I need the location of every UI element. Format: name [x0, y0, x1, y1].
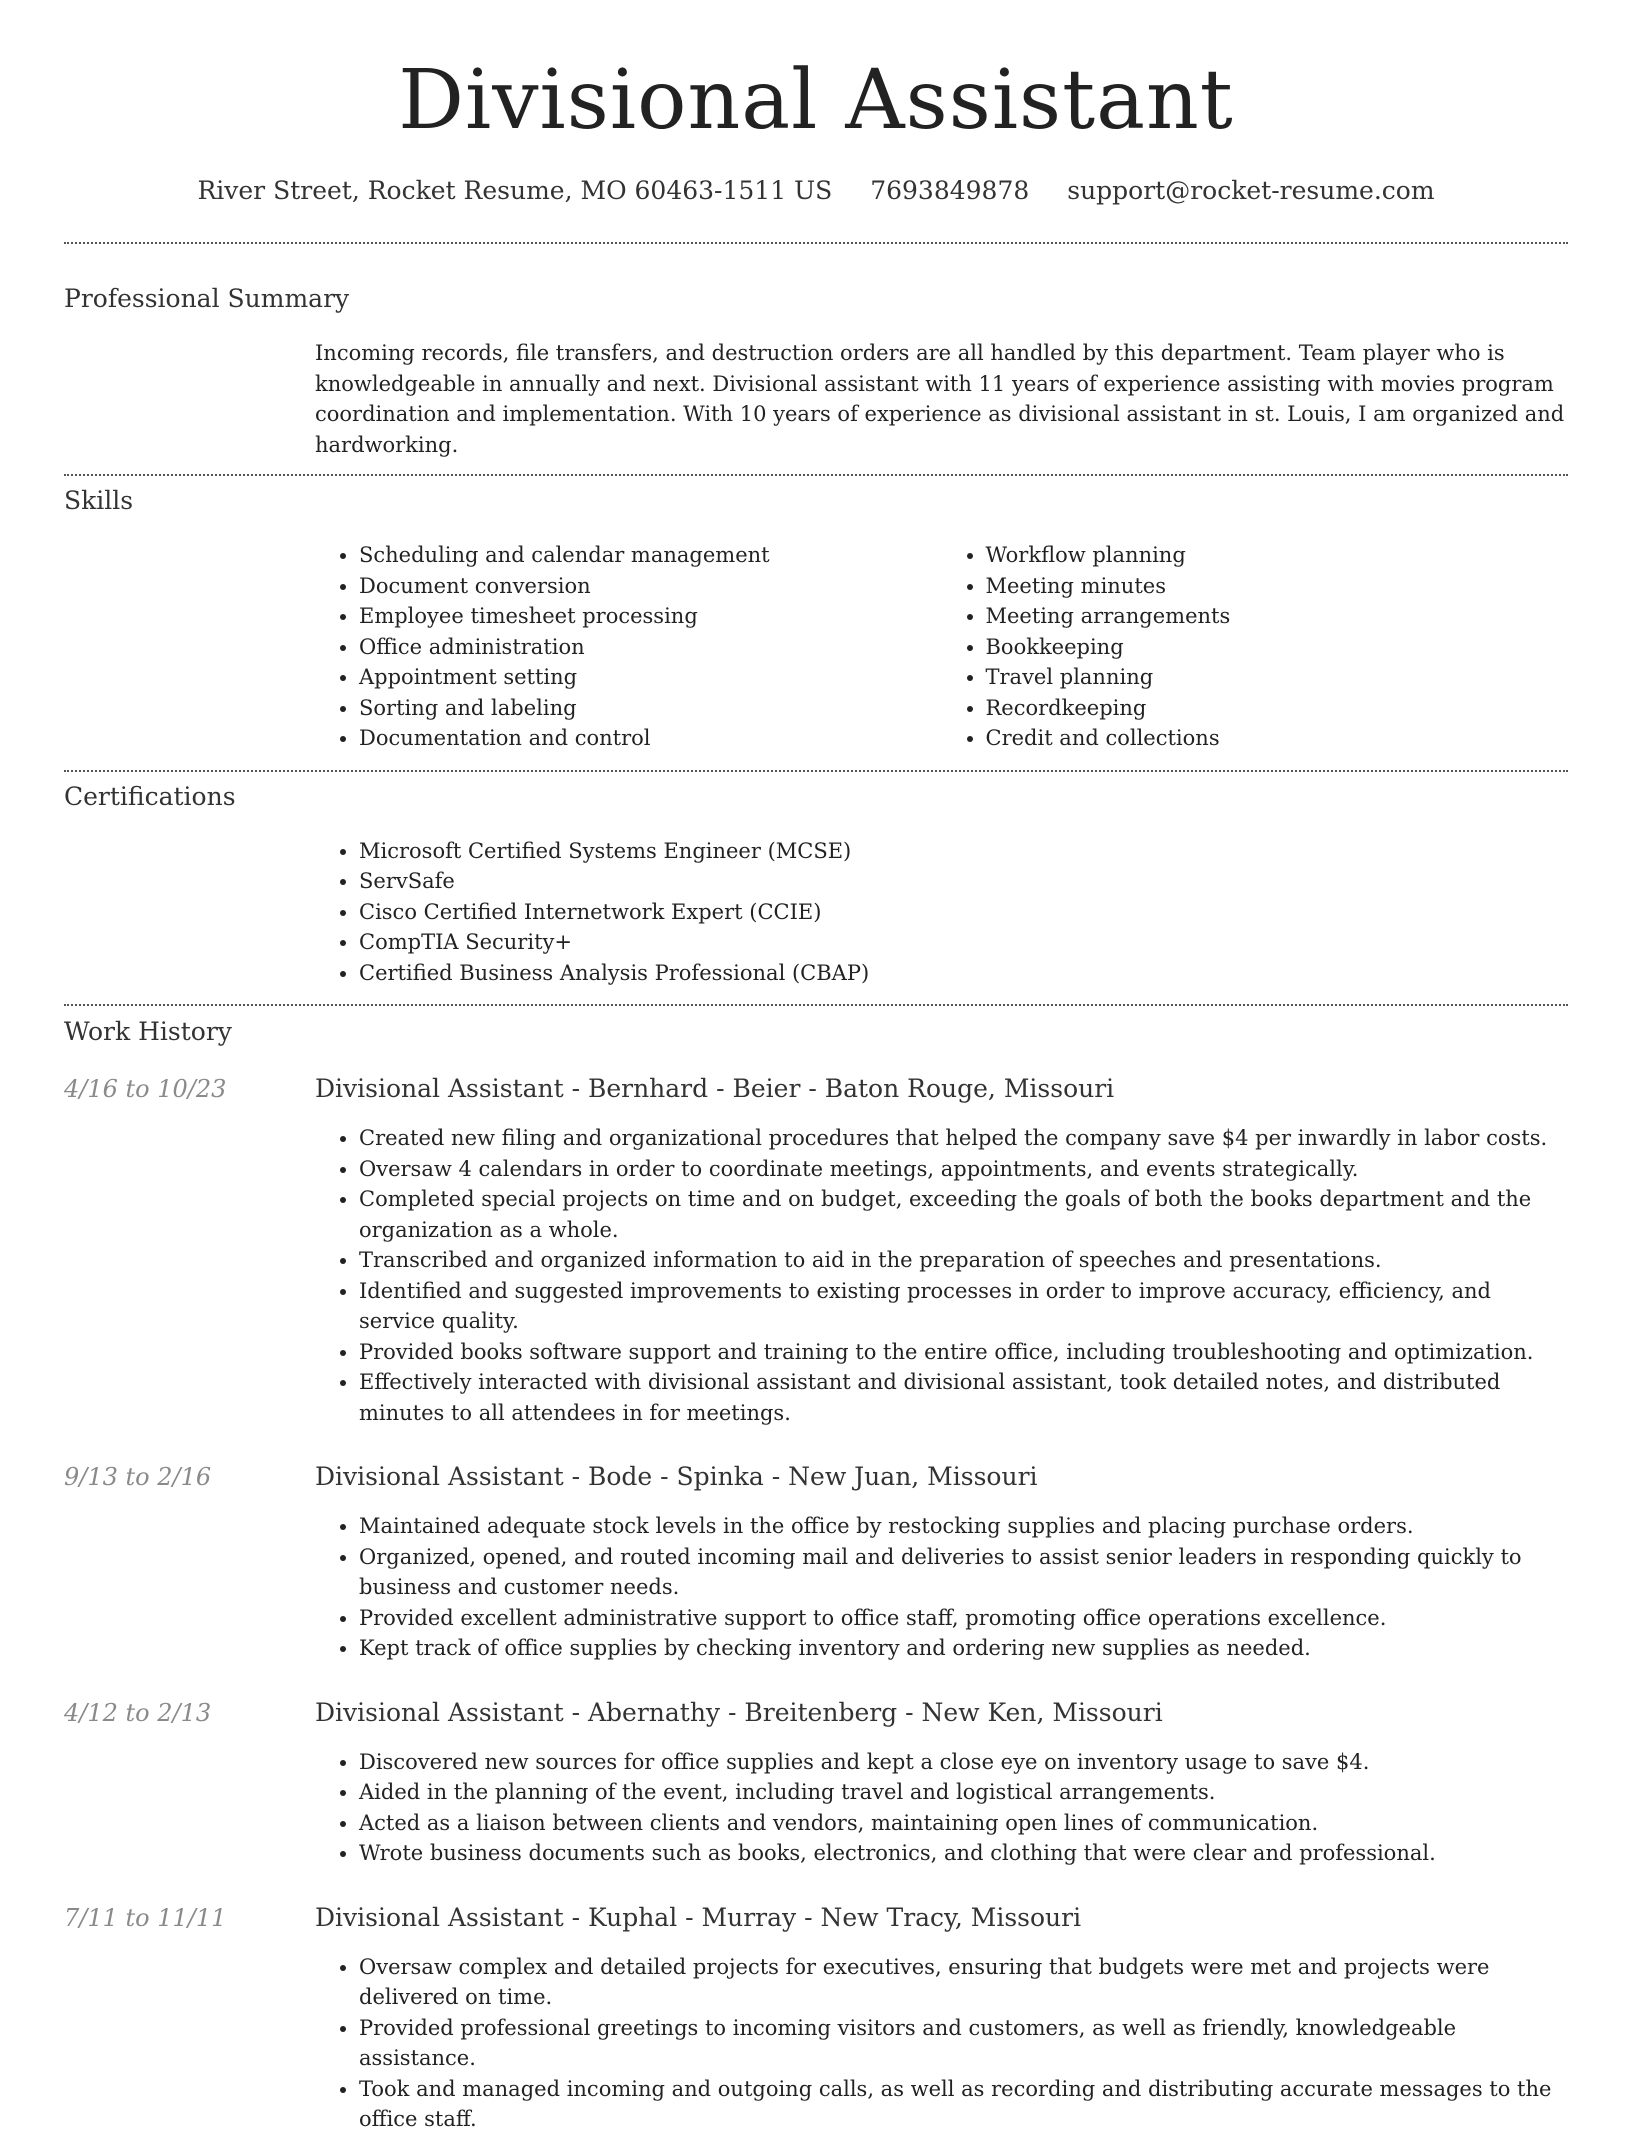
contact-email: support@rocket-resume.com — [1067, 176, 1435, 205]
job-title: Divisional Assistant - Abernathy - Breitenberg - New Ken, Missouri — [315, 1697, 1163, 1727]
contact-phone: 7693849878 — [870, 176, 1030, 205]
job-bullets — [315, 1952, 1568, 2135]
certifications-list — [315, 836, 1568, 989]
work-heading: Work History — [64, 1017, 232, 1046]
skill-item: • Appointment setting — [359, 662, 942, 693]
job-entry — [64, 1903, 1568, 2135]
job-dates: 4/12 to 2/13 — [64, 1698, 212, 1727]
job-bullet: • Provided professional greetings to incoming visitors and customers, as well as friendly, knowledgeable assistance. — [359, 2013, 1568, 2074]
certifications-section — [64, 772, 1568, 1005]
job-bullet: • Aided in the planning of the event, including travel and logistical arrangements. — [359, 1777, 1568, 1808]
job-bullet: • Provided books software support and training to the entire office, including troubleshooting and optimization. — [359, 1337, 1568, 1368]
job-bullet: • Discovered new sources for office supplies and kept a close eye on inventory usage to save $4. — [359, 1747, 1568, 1778]
job-bullet: • Transcribed and organized information to aid in the preparation of speeches and presentations. — [359, 1245, 1568, 1276]
job-bullet: • Maintained adequate stock levels in the office by restocking supplies and placing purchase orders. — [359, 1511, 1568, 1542]
job-title: Divisional Assistant - Bernhard - Beier - Baton Rouge, Missouri — [315, 1074, 1115, 1103]
resume-name: Divisional Assistant — [398, 53, 1234, 148]
job-bullet: • Completed special projects on time and on budget, exceeding the goals of both the books department and the organization as a whole. — [359, 1184, 1568, 1245]
skills-list-left — [315, 540, 942, 754]
job-details — [315, 1903, 1568, 2135]
job-bullet: • Provided excellent administrative support to office staff, promoting office operations excellence. — [359, 1603, 1568, 1634]
job-bullet: • Took and managed incoming and outgoing calls, as well as recording and distributing accurate messages to the office staff. — [359, 2074, 1568, 2135]
skill-item: • Meeting minutes — [986, 571, 1569, 602]
skill-item: • Meeting arrangements — [986, 601, 1569, 632]
job-bullet: • Oversaw 4 calendars in order to coordinate meetings, appointments, and events strategically. — [359, 1154, 1568, 1185]
job-details — [315, 1462, 1568, 1664]
skill-item: • Scheduling and calendar management — [359, 540, 942, 571]
job-bullets — [315, 1123, 1568, 1428]
skill-item: • Workflow planning — [986, 540, 1569, 571]
job-bullets — [315, 1747, 1568, 1869]
summary-heading: Professional Summary — [64, 284, 350, 313]
skill-item: • Bookkeeping — [986, 632, 1569, 663]
certification-item: • Certified Business Analysis Professional (CBAP) — [359, 958, 1568, 989]
job-details — [315, 1074, 1568, 1428]
job-bullet: • Created new filing and organizational procedures that helped the company save $4 per inwardly in labor costs. — [359, 1123, 1568, 1154]
certification-item: • Cisco Certified Internetwork Expert (CCIE) — [359, 897, 1568, 928]
job-entry — [64, 1462, 1568, 1664]
job-bullet: • Acted as a liaison between clients and vendors, maintaining open lines of communication. — [359, 1808, 1568, 1839]
skill-item: • Documentation and control — [359, 723, 942, 754]
skill-item: • Document conversion — [359, 571, 942, 602]
summary-section — [64, 244, 1568, 474]
job-bullet: • Oversaw complex and detailed projects for executives, ensuring that budgets were met and projects were delivered on time. — [359, 1952, 1568, 2013]
job-bullets — [315, 1511, 1568, 1664]
job-details — [315, 1698, 1568, 1869]
skill-item: • Credit and collections — [986, 723, 1569, 754]
skill-item: • Office administration — [359, 632, 942, 663]
job-title: Divisional Assistant - Kuphal - Murray - New Tracy, Missouri — [315, 1902, 1082, 1932]
contact-line — [64, 176, 1568, 206]
certification-item: • Microsoft Certified Systems Engineer (MCSE) — [359, 836, 1568, 867]
certifications-body — [315, 836, 1568, 989]
summary-body — [315, 338, 1568, 460]
job-bullet: • Effectively interacted with divisional assistant and divisional assistant, took detailed notes, and distributed minutes to all attendees in for meetings. — [359, 1367, 1568, 1428]
skill-item: • Sorting and labeling — [359, 693, 942, 724]
skills-section — [64, 476, 1568, 770]
job-bullet: • Organized, opened, and routed incoming mail and deliveries to assist senior leaders in responding quickly to business and customer needs. — [359, 1542, 1568, 1603]
work-section — [64, 1006, 1568, 2135]
skills-list-right — [942, 540, 1569, 754]
certifications-heading: Certifications — [64, 781, 236, 811]
job-title: Divisional Assistant - Bode - Spinka - New Juan, Missouri — [315, 1462, 1038, 1491]
certification-item: • CompTIA Security+ — [359, 927, 1568, 958]
job-dates: 7/11 to 11/11 — [64, 1903, 227, 1932]
job-dates: 9/13 to 2/16 — [64, 1463, 212, 1491]
skill-item: • Employee timesheet processing — [359, 601, 942, 632]
skills-heading: Skills — [64, 486, 134, 515]
skill-item: • Recordkeeping — [986, 693, 1569, 724]
job-bullet: • Wrote business documents such as books, electronics, and clothing that were clear and professional. — [359, 1838, 1568, 1869]
skill-item: • Travel planning — [986, 662, 1569, 693]
job-bullet: • Identified and suggested improvements to existing processes in order to improve accuracy, efficiency, and service quality. — [359, 1276, 1568, 1337]
certification-item: • ServSafe — [359, 866, 1568, 897]
job-entry — [64, 1698, 1568, 1869]
skills-body — [315, 540, 1568, 754]
job-entry — [64, 1074, 1568, 1428]
job-bullet: • Kept track of office supplies by checking inventory and ordering new supplies as needed. — [359, 1633, 1568, 1664]
summary-text: Incoming records, file transfers, and destruction orders are all handled by this department. Team player who is knowledgeable in annually and next. Divisional assistant with 11 years of experience assisting with movies program coordination and implementation. With 10 years of experience as divisional assistant in st. Louis, I am organized and hardworking. — [315, 341, 1565, 457]
contact-address: River Street, Rocket Resume, MO 60463-1511 US — [197, 176, 833, 205]
job-dates: 4/16 to 10/23 — [64, 1075, 227, 1103]
